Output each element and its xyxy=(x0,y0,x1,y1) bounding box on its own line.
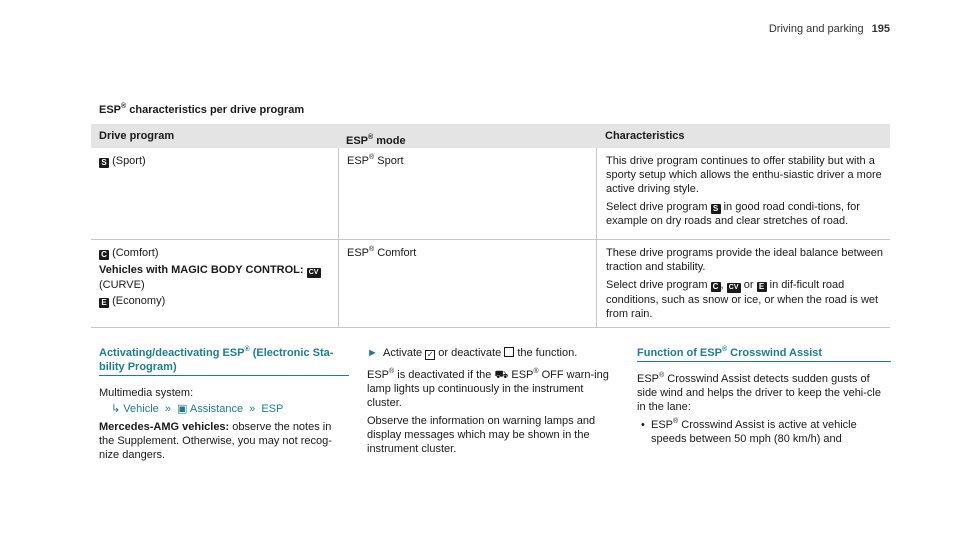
observe-note: Observe the information on warning lamps and display messages which may be shown in the instrument cluster. xyxy=(367,415,596,455)
comfort-mode-icon: C xyxy=(99,250,109,260)
char-paragraph: Select drive program S in good road condi-tions, for example on dry roads and clear stretches of road. xyxy=(606,201,860,227)
menu-path xyxy=(99,402,349,416)
char-paragraph: These drive programs provide the ideal balance between traction and stability. xyxy=(606,247,883,273)
comfort-mode-icon: C xyxy=(711,282,721,292)
activating-title: Activating/deactivating ESP® (Electronic Sta-bility Program) xyxy=(99,346,349,376)
table-row xyxy=(91,148,890,240)
unchecked-checkbox-icon xyxy=(504,347,514,357)
curve-label: (CURVE) xyxy=(99,279,145,291)
path-arrow-icon: » xyxy=(164,403,171,415)
curve-mode-icon: CV xyxy=(307,268,321,278)
checked-checkbox-icon: ✓ xyxy=(426,350,434,359)
path-intro: Multimedia system: xyxy=(99,387,194,399)
table-header xyxy=(91,124,890,148)
path-arrow-icon: » xyxy=(249,403,256,415)
economy-mode-icon: E xyxy=(757,282,767,292)
step-arrow-icon: ► xyxy=(367,347,378,359)
cell-esp-mode: ESP® Sport xyxy=(338,148,596,239)
esp-off-lamp-icon: ⛟ xyxy=(494,369,509,381)
path-start-icon: ↳ xyxy=(111,403,121,415)
economy-mode-icon: E xyxy=(99,298,109,308)
section-title-prefix: ESP xyxy=(99,104,122,116)
section-title xyxy=(99,103,304,117)
cell-esp-mode: ESP® Comfort xyxy=(338,240,596,327)
table-row xyxy=(91,240,890,328)
amg-note: Mercedes-AMG vehicles: observe the notes in the Supplement. Otherwise, you may not recog-nize dangers. xyxy=(99,421,332,461)
esp-characteristics-table xyxy=(91,124,890,328)
crosswind-bullet: • ESP® Crosswind Assist is active at vehicle speeds between 50 mph (80 km/h) and xyxy=(641,418,857,445)
warning-lamp-note: ESP® is deactivated if the ⛟ ESP® OFF warn-ing lamp lights up continuously in the instrument cluster. xyxy=(367,368,609,409)
page-number: 195 xyxy=(871,23,890,35)
header-drive-program: Drive program xyxy=(99,130,175,142)
path-esp: ESP xyxy=(261,403,284,415)
cell-drive-program xyxy=(91,240,338,327)
crosswind-section xyxy=(637,346,891,446)
cell-drive-program xyxy=(91,148,338,239)
program-label: (Sport) xyxy=(112,155,146,167)
sport-mode-icon: S xyxy=(99,158,109,168)
assistance-icon: ▣ xyxy=(177,403,188,415)
header-section: Driving and parking xyxy=(768,23,864,35)
char-paragraph: This drive program continues to offer stability but with a sporty setup which allows the enthu-siastic driver a more active driving style. xyxy=(606,155,882,195)
activating-section xyxy=(99,346,349,462)
char-paragraph: Select drive program C , CV or E in dif-ficult road conditions, such as snow or ice, or when the road is wet from rain. xyxy=(606,279,879,320)
registered-mark: ® xyxy=(121,103,127,110)
cell-characteristics xyxy=(596,240,890,327)
header-esp-mode: ESP® mode xyxy=(346,134,406,147)
program-label: (Comfort) xyxy=(112,247,159,259)
activate-step-section xyxy=(367,346,617,456)
curve-mode-icon: CV xyxy=(727,283,741,293)
header-characteristics: Characteristics xyxy=(605,130,685,142)
path-vehicle: Vehicle xyxy=(123,403,159,415)
path-assistance: Assistance xyxy=(189,403,244,415)
crosswind-body: ESP® Crosswind Assist detects sudden gusts of side wind and helps the driver to keep the vehi-cle in the lane: xyxy=(637,372,881,413)
sport-mode-icon: S xyxy=(711,204,721,214)
crosswind-title: Function of ESP® Crosswind Assist xyxy=(637,346,891,362)
cell-characteristics xyxy=(596,148,890,239)
section-title-rest: characteristics per drive program xyxy=(126,104,305,116)
bullet-icon: • xyxy=(641,419,645,431)
running-header xyxy=(769,22,890,36)
magic-body-control-label: Vehicles with MAGIC BODY CONTROL: xyxy=(99,264,307,276)
activate-step: ► Activate ✓ or deactivate the function. xyxy=(367,347,578,359)
program-label: (Economy) xyxy=(112,295,166,307)
